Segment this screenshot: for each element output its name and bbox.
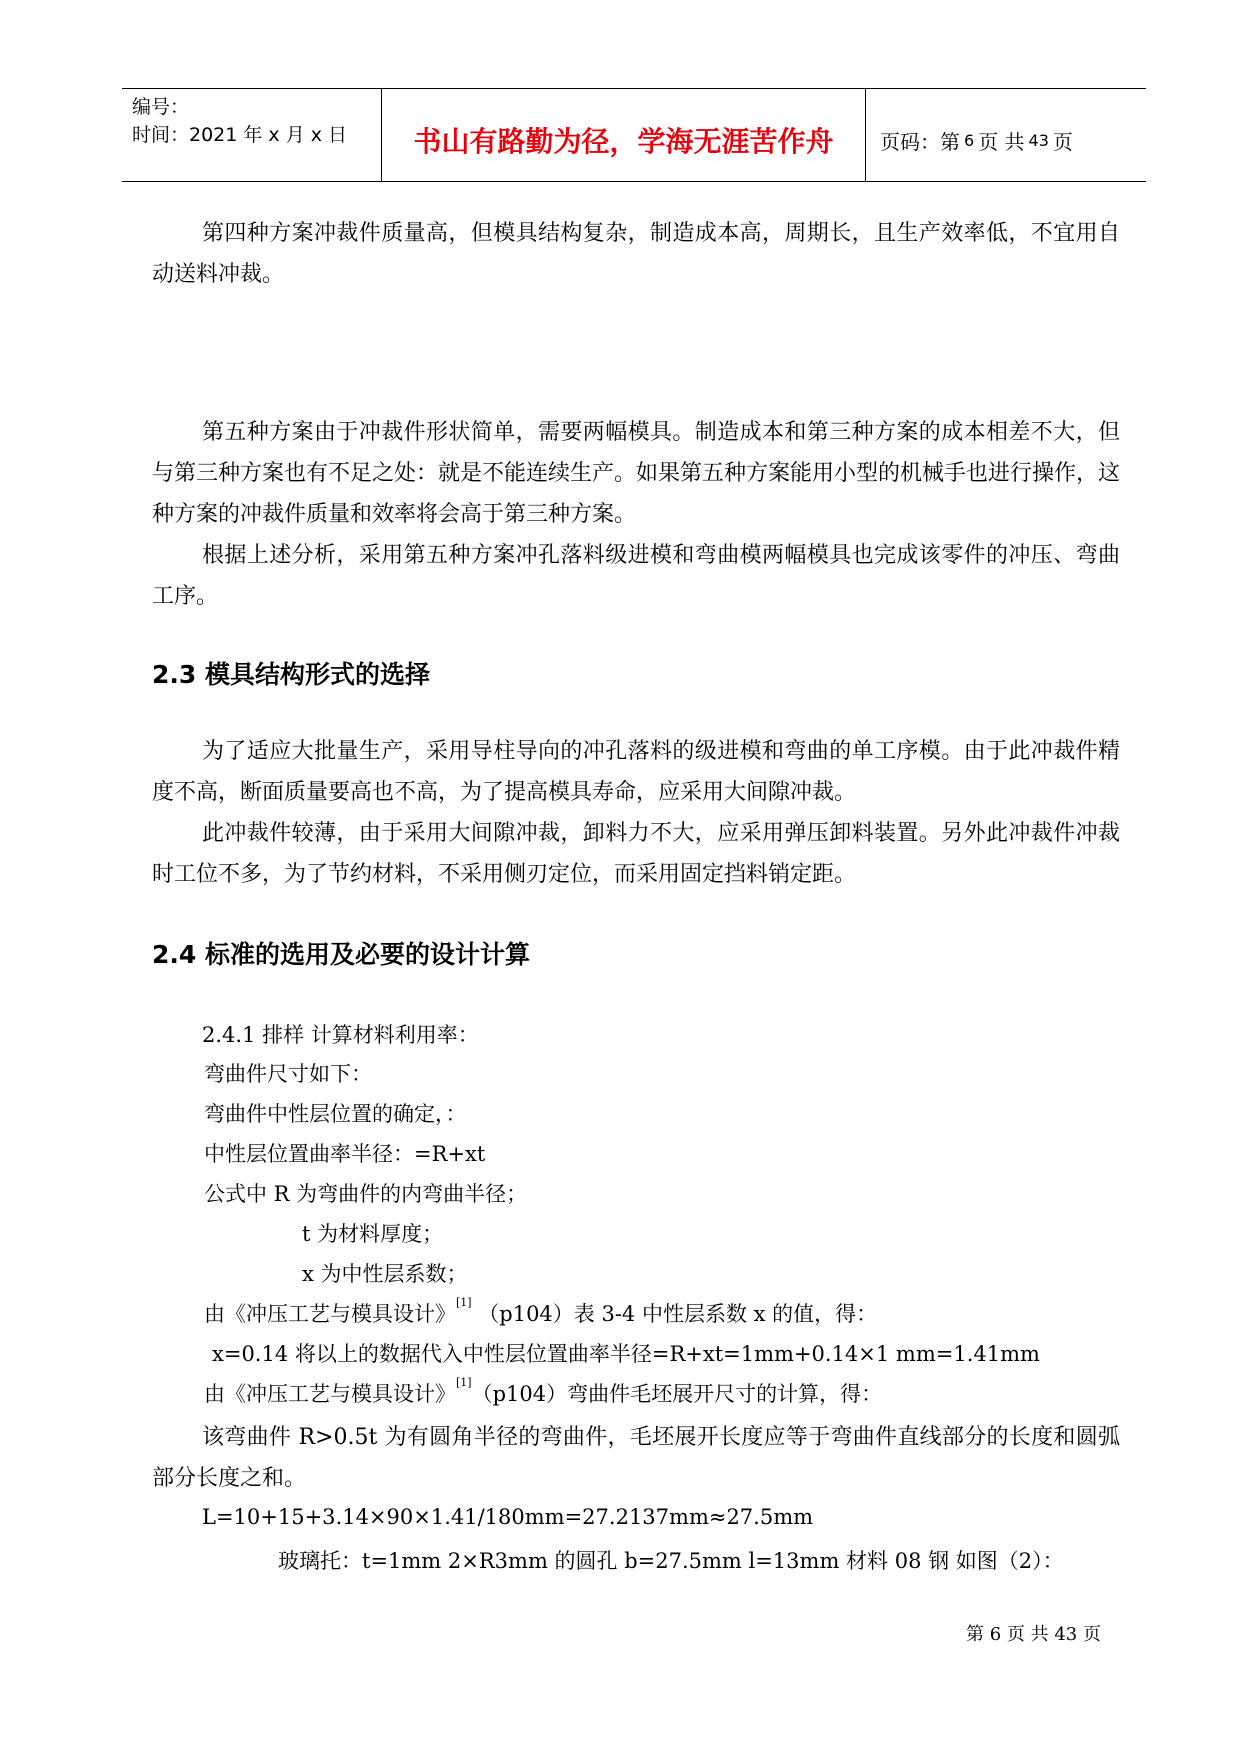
citation-marker: [1] <box>456 1296 472 1309</box>
header-table <box>122 88 1146 182</box>
reference-book: 由《冲压工艺与模具设计》 <box>204 1302 456 1326</box>
calc-line-reference-table <box>204 1298 877 1328</box>
calc-line-radius: 中性层位置曲率半径：=R+xt <box>204 1142 486 1166</box>
calc-line-neutral-layer: 弯曲件中性层位置的确定，： <box>204 1102 467 1126</box>
paragraph-blank-length: 该弯曲件 R>0.5t 为有圆角半径的弯曲件，毛坯展开长度应等于弯曲件直线部分的长度和圆弧部分长度之和。 <box>152 1425 1120 1491</box>
time-label: 时间：2021 年 x 月 x 日 <box>132 124 348 146</box>
calc-line-x-value: x=0.14 将以上的数据代入中性层位置曲率半径=R+xt=1mm+0.14×1 mm=1.41mm <box>212 1342 1040 1366</box>
paragraph-structure: 为了适应大批量生产，采用导柱导向的冲孔落料的级进模和弯曲的单工序模。由于此冲裁件精度不高，断面质量要高也不高，为了提高模具寿命，应采用大间隙冲裁。 <box>152 739 1120 805</box>
paragraph-analysis: 根据上述分析，采用第五种方案冲孔落料级进模和弯曲模两幅模具也完成该零件的冲压、弯曲工序。 <box>152 543 1120 609</box>
header-motto: 书山有路勤为径，学海无涯苦作舟 <box>382 89 866 181</box>
reference-book: 由《冲压工艺与模具设计》 <box>204 1382 456 1406</box>
reference-detail: （p104）弯曲件毛坯展开尺寸的计算，得： <box>471 1382 883 1406</box>
page-mid: 页 共 <box>978 129 1025 154</box>
calc-line-formula: 公式中 R 为弯曲件的内弯曲半径； <box>204 1182 528 1206</box>
calc-line-reference-blank <box>204 1378 882 1408</box>
calc-line-coefficient: x 为中性层系数； <box>302 1262 468 1286</box>
page-total: 43 <box>1028 130 1049 150</box>
calc-line-glass-holder: 玻璃托：t=1mm 2×R3mm 的圆孔 b=27.5mm l=13mm 材料 08 钢 如图（2）： <box>278 1549 1064 1573</box>
header-info-cell <box>122 89 382 181</box>
page-prefix: 页码：第 <box>880 129 960 154</box>
citation-marker: [1] <box>456 1376 472 1389</box>
page-suffix: 页 <box>1052 129 1073 154</box>
calc-line-thickness: t 为材料厚度； <box>302 1222 444 1246</box>
paragraph-scheme-four: 第四种方案冲裁件质量高，但模具结构复杂，制造成本高，周期长，且生产效率低，不宜用自动送料冲裁。 <box>152 221 1120 287</box>
section-heading-2-3: 2.3 模具结构形式的选择 <box>152 660 430 689</box>
calc-line-layout: 2.4.1 排样 计算材料利用率： <box>202 1023 479 1047</box>
page-number: 6 <box>964 130 975 150</box>
serial-label: 编号： <box>132 96 190 118</box>
section-heading-2-4: 2.4 标准的选用及必要的设计计算 <box>152 940 530 969</box>
page-footer: 第 6 页 共 43 页 <box>966 1624 1101 1645</box>
reference-detail: （p104）表 3-4 中性层系数 x 的值，得： <box>471 1302 878 1326</box>
paragraph-unloading: 此冲裁件较薄，由于采用大间隙冲裁，卸料力不大，应采用弹压卸料装置。另外此冲裁件冲裁时工位不多，为了节约材料，不采用侧刃定位，而采用固定挡料销定距。 <box>152 821 1120 887</box>
calc-line-dimensions: 弯曲件尺寸如下： <box>204 1062 372 1086</box>
paragraph-scheme-five: 第五种方案由于冲裁件形状简单，需要两幅模具。制造成本和第三种方案的成本相差不大，但与第三种方案也有不足之处：就是不能连续生产。如果第五种方案能用小型的机械手也进行操作，这种方案的冲裁件质量和效率将会高于第三种方案。 <box>152 420 1121 527</box>
calc-line-length: L=10+15+3.14×90×1.41/180mm=27.2137mm≈27.5mm <box>202 1505 814 1529</box>
header-page-info <box>866 89 1146 181</box>
